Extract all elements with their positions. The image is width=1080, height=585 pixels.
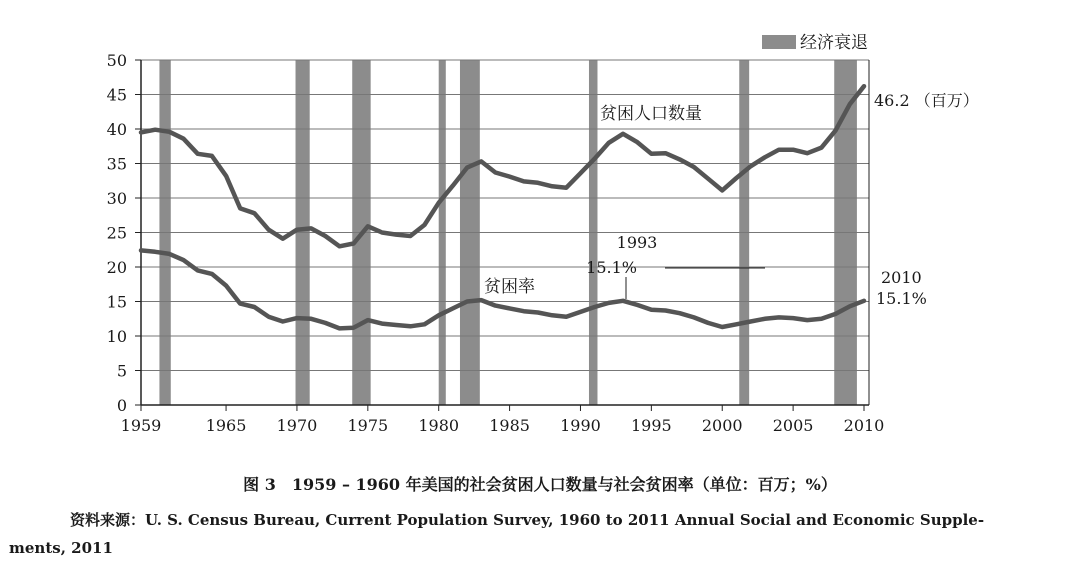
legend-label: 经济衰退 — [800, 33, 868, 53]
series-end-label-count: 46.2 （百万） — [874, 91, 979, 110]
source-line-2: ments, 2011 — [9, 539, 113, 557]
annotation-2010-year: 2010 — [881, 268, 922, 287]
annotation-1993-value: 15.1% — [586, 258, 637, 277]
x-tick-label: 1975 — [347, 416, 389, 435]
x-tick-label: 2010 — [843, 416, 885, 435]
x-tick-label: 1990 — [560, 416, 601, 435]
annotation-2010 — [876, 268, 927, 308]
legend-swatch — [762, 35, 796, 49]
y-tick-label: 10 — [106, 327, 127, 346]
series-label-count: 贫困人口数量 — [600, 104, 702, 124]
series-line-count — [141, 86, 864, 246]
x-tick-labels — [121, 405, 885, 435]
source-line-1: 资料来源：U. S. Census Bureau, Current Population Survey, 1960 to 2011 Annual Social and Economic Supple- — [70, 511, 985, 529]
source-note — [9, 506, 1060, 562]
y-tick-label: 30 — [106, 189, 127, 208]
x-tick-label: 2005 — [772, 416, 814, 435]
y-tick-label: 20 — [106, 258, 127, 277]
y-tick-label: 25 — [106, 223, 127, 243]
x-tick-label: 1980 — [418, 416, 460, 435]
annotation-1993-year: 1993 — [616, 233, 658, 252]
annotation-2010-value: 15.1% — [876, 289, 927, 308]
grid-lines — [135, 60, 869, 405]
figure-caption: 图 3 1959 – 1960 年美国的社会贫困人口数量与社会贫困率（单位：百万；%） — [243, 475, 837, 494]
y-tick-label: 0 — [116, 396, 127, 415]
annotation-1993 — [586, 233, 765, 299]
y-tick-label: 35 — [106, 154, 127, 174]
x-tick-label: 1970 — [276, 416, 318, 435]
y-tick-label: 15 — [106, 292, 127, 312]
x-tick-label: 1995 — [630, 416, 672, 435]
y-tick-label: 45 — [106, 85, 127, 105]
x-tick-label: 1985 — [489, 416, 530, 435]
x-tick-label: 1959 — [120, 416, 162, 435]
x-tick-label: 2000 — [701, 416, 743, 435]
y-tick-labels — [107, 51, 127, 415]
legend — [762, 33, 868, 53]
y-tick-label: 5 — [116, 361, 127, 381]
y-tick-label: 40 — [106, 120, 127, 139]
y-tick-label: 50 — [106, 51, 127, 70]
x-tick-label: 1965 — [205, 416, 247, 435]
series-label-rate: 贫困率 — [484, 277, 535, 297]
